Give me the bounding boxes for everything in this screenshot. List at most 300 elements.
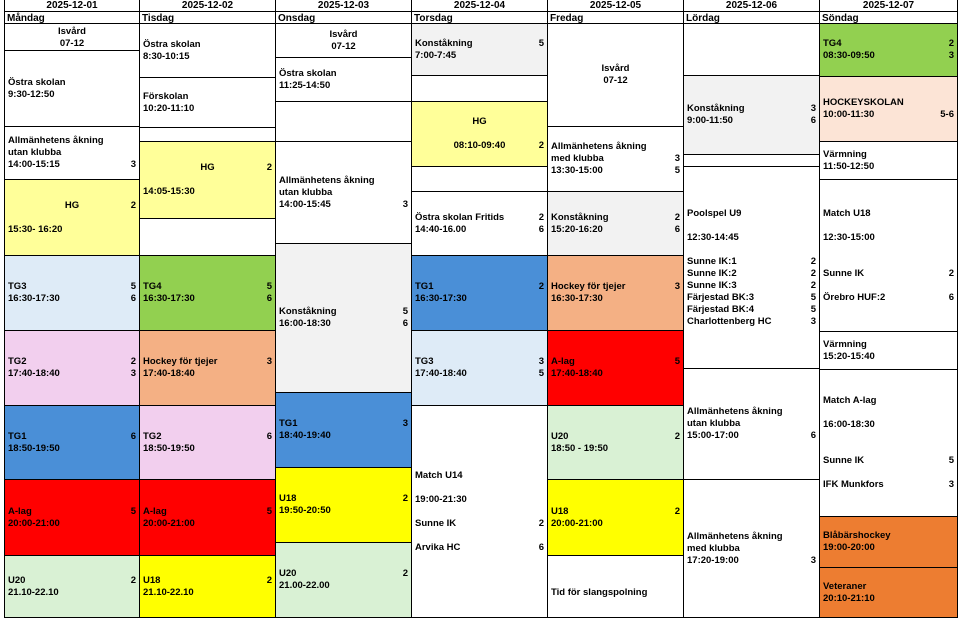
- block-text: Allmänhetens åkning: [687, 531, 783, 542]
- block-line: [823, 339, 954, 351]
- locker-room-number: 3: [674, 153, 680, 164]
- block-line: [823, 407, 954, 419]
- block-line: [551, 575, 680, 587]
- block-line: [143, 103, 272, 115]
- block-line: [823, 351, 954, 363]
- block-line: [415, 368, 544, 380]
- block-line: [551, 63, 680, 75]
- schedule-block[interactable]: [276, 58, 411, 102]
- block-line: [279, 29, 408, 41]
- block-text: 10:00-11:30: [823, 109, 875, 120]
- block-line: [823, 530, 954, 542]
- block-text: A-lag: [8, 506, 32, 517]
- block-line: [143, 162, 272, 174]
- block-text: Hockey för tjejer: [551, 281, 626, 292]
- block-line: [823, 109, 954, 121]
- block-text: Isvård: [58, 26, 86, 37]
- block-text: Charlottenberg HC: [687, 316, 772, 327]
- block-text: Värmning: [823, 339, 867, 350]
- locker-room-number: 3: [810, 316, 816, 327]
- block-text: 07-12: [603, 75, 628, 86]
- locker-room-number: 5: [948, 455, 954, 466]
- block-text: Sunne IK:2: [687, 268, 737, 279]
- block-text: Sunne IK:3: [687, 280, 737, 291]
- block-line: [823, 244, 954, 256]
- block-line: [8, 159, 136, 171]
- block-text: TG3: [8, 281, 27, 292]
- block-text: Match A-lag: [823, 395, 877, 406]
- locker-room-number: 5: [674, 165, 680, 176]
- locker-room-number: 6: [130, 431, 136, 442]
- block-line: [551, 431, 680, 443]
- schedule-block[interactable]: [820, 332, 957, 370]
- block-line: [823, 220, 954, 232]
- block-text: Poolspel U9: [687, 208, 742, 219]
- block-line: [8, 443, 136, 455]
- block-text: 20:10-21:10: [823, 593, 875, 604]
- schedule-block[interactable]: [140, 556, 275, 618]
- block-line: [279, 568, 408, 580]
- block-text: 19:50-20:50: [279, 505, 331, 516]
- locker-room-number: 5: [266, 506, 272, 517]
- block-line: [415, 530, 544, 542]
- schedule-block[interactable]: [5, 24, 139, 51]
- schedule-block[interactable]: [548, 127, 683, 192]
- block-text: Östra skolan: [279, 68, 337, 79]
- block-line: [415, 281, 544, 293]
- block-line: [8, 575, 136, 587]
- day-date: 2025-12-05: [589, 0, 642, 11]
- block-line: [8, 431, 136, 443]
- block-line: [551, 368, 680, 380]
- block-line: [143, 186, 272, 198]
- block-text: U20: [279, 568, 297, 579]
- day-column: [547, 0, 683, 618]
- block-text: 17:40-18:40: [8, 368, 60, 379]
- locker-room-number: 5: [538, 38, 544, 49]
- schedule-block[interactable]: [412, 192, 547, 256]
- schedule-block[interactable]: [276, 543, 411, 618]
- block-line: [8, 224, 136, 236]
- locker-room-number: 2: [538, 140, 544, 151]
- schedule-block[interactable]: [412, 256, 547, 331]
- block-text: 15:20-16:20: [551, 224, 603, 235]
- block-text: HG: [472, 116, 487, 127]
- block-text: 17:20-19:00: [687, 555, 739, 566]
- block-text: Blåbärshockey: [823, 530, 891, 541]
- block-text: Hockey för tjejer: [143, 356, 218, 367]
- block-text: 21.10-22.10: [8, 587, 59, 598]
- block-text: Match U18: [823, 208, 871, 219]
- block-text: Färjestad BK:3: [687, 292, 755, 303]
- block-text: TG2: [143, 431, 162, 442]
- schedule-block[interactable]: [820, 24, 957, 77]
- block-line: [279, 318, 408, 330]
- block-line: [415, 470, 544, 482]
- locker-room-number: 3: [266, 356, 272, 367]
- block-line: [551, 518, 680, 530]
- day-date: 2025-12-02: [181, 0, 234, 11]
- schedule-block[interactable]: [140, 480, 275, 556]
- block-line: [8, 506, 136, 518]
- block-line: [687, 543, 816, 555]
- block-line: [551, 212, 680, 224]
- day-name: Måndag: [5, 11, 139, 24]
- block-text: TG1: [279, 418, 298, 429]
- block-line: [143, 368, 272, 380]
- block-line: [8, 147, 136, 159]
- block-text: 13:30-15:00: [551, 165, 603, 176]
- block-text: Konståkning: [415, 38, 473, 49]
- locker-room-number: 6: [810, 115, 816, 126]
- locker-room-number: 2: [810, 268, 816, 279]
- block-line: [551, 356, 680, 368]
- block-line: [687, 103, 816, 115]
- block-text: 20:00-21:00: [143, 518, 195, 529]
- schedule-block[interactable]: [140, 256, 275, 331]
- locker-room-number: 3: [674, 281, 680, 292]
- block-line: [279, 430, 408, 442]
- schedule-block[interactable]: [820, 568, 957, 618]
- day-column: [139, 0, 275, 618]
- schedule-block[interactable]: [548, 556, 683, 618]
- block-text: IFK Munkfors: [823, 479, 884, 490]
- block-line: [687, 244, 816, 256]
- block-text: Allmänhetens åkning: [8, 135, 104, 146]
- block-text: 17:40-18:40: [415, 368, 467, 379]
- block-text: 10:20-11:10: [143, 103, 195, 114]
- schedule-block[interactable]: [276, 244, 411, 393]
- block-line: [551, 165, 680, 177]
- block-line: [8, 26, 136, 38]
- block-text: Östra skolan: [143, 39, 201, 50]
- block-text: 12:30-15:00: [823, 232, 875, 243]
- locker-room-number: 3: [130, 368, 136, 379]
- block-line: [8, 587, 136, 599]
- locker-room-number: 2: [810, 256, 816, 267]
- block-text: 16:30-17:30: [143, 293, 195, 304]
- block-line: [8, 200, 136, 212]
- day-column: [4, 0, 139, 618]
- block-line: [8, 212, 136, 224]
- block-line: [8, 281, 136, 293]
- day-date: 2025-12-06: [725, 0, 778, 11]
- block-text: Konståkning: [279, 306, 337, 317]
- block-line: [8, 368, 136, 380]
- schedule-block[interactable]: [276, 142, 411, 244]
- schedule-block[interactable]: [140, 142, 275, 219]
- block-text: 18:40-19:40: [279, 430, 331, 441]
- block-text: 7:00-7:45: [415, 50, 457, 61]
- schedule-block: [140, 128, 275, 142]
- block-line: [551, 75, 680, 87]
- block-text: 16:00-18:30: [279, 318, 331, 329]
- schedule-block[interactable]: [276, 393, 411, 468]
- schedule-block[interactable]: [412, 102, 547, 167]
- locker-room-number: 5: [402, 306, 408, 317]
- block-text: Arvika HC: [415, 542, 461, 553]
- block-text: 11:50-12:50: [823, 161, 875, 172]
- schedule-block[interactable]: [5, 256, 139, 331]
- schedule-block[interactable]: [5, 480, 139, 556]
- locker-room-number: 2: [948, 38, 954, 49]
- locker-room-number: 3: [402, 199, 408, 210]
- block-line: [279, 580, 408, 592]
- locker-room-number: 3: [810, 555, 816, 566]
- schedule-block[interactable]: [548, 406, 683, 480]
- block-line: [279, 418, 408, 430]
- block-text: A-lag: [143, 506, 167, 517]
- block-text: TG4: [143, 281, 162, 292]
- schedule-block[interactable]: [5, 51, 139, 127]
- block-text: U18: [143, 575, 161, 586]
- block-line: [823, 149, 954, 161]
- locker-room-number: 2: [266, 162, 272, 173]
- block-line: [551, 293, 680, 305]
- schedule-block[interactable]: [5, 406, 139, 480]
- locker-room-number: 2: [402, 493, 408, 504]
- block-line: [415, 494, 544, 506]
- block-text: Allmänhetens åkning: [551, 141, 647, 152]
- locker-room-number: 2: [810, 280, 816, 291]
- locker-room-number: 6: [538, 224, 544, 235]
- schedule-block[interactable]: [276, 24, 411, 58]
- block-line: [415, 140, 544, 152]
- schedule-block[interactable]: [5, 180, 139, 256]
- schedule-block[interactable]: [276, 468, 411, 543]
- block-line: [551, 281, 680, 293]
- schedule-block[interactable]: [140, 331, 275, 406]
- block-line: [143, 174, 272, 186]
- block-text: 21.10-22.10: [143, 587, 194, 598]
- block-text: 17:40-18:40: [551, 368, 603, 379]
- locker-room-number: 5: [130, 506, 136, 517]
- locker-room-number: 2: [266, 575, 272, 586]
- locker-room-number: 6: [266, 431, 272, 442]
- block-text: Isvård: [329, 29, 358, 40]
- block-line: [687, 555, 816, 567]
- block-line: [823, 479, 954, 491]
- block-line: [279, 306, 408, 318]
- day-name: Onsdag: [276, 11, 411, 24]
- block-line: [823, 593, 954, 605]
- block-line: [143, 51, 272, 63]
- block-line: [8, 38, 136, 50]
- block-text: 08:10-09:40: [453, 140, 506, 151]
- block-text: utan klubba: [687, 418, 741, 429]
- schedule-block[interactable]: [140, 24, 275, 78]
- block-line: [279, 68, 408, 80]
- day-column: [275, 0, 411, 618]
- schedule-block[interactable]: [140, 78, 275, 128]
- block-line: [279, 493, 408, 505]
- block-line: [143, 293, 272, 305]
- schedule-block[interactable]: [548, 480, 683, 556]
- block-line: [823, 581, 954, 593]
- locker-room-number: 6: [130, 293, 136, 304]
- block-line: [687, 232, 816, 244]
- block-line: [823, 50, 954, 62]
- schedule-block[interactable]: [412, 24, 547, 76]
- locker-room-number: 5: [538, 368, 544, 379]
- block-text: 14:05-15:30: [143, 186, 195, 197]
- block-line: [415, 293, 544, 305]
- schedule-block[interactable]: [412, 406, 547, 618]
- block-line: [687, 220, 816, 232]
- locker-room-number: 3: [948, 50, 954, 61]
- block-line: [143, 281, 272, 293]
- block-text: 18:50-19:50: [8, 443, 60, 454]
- block-line: [823, 161, 954, 173]
- block-line: [823, 208, 954, 220]
- schedule-block[interactable]: [548, 192, 683, 256]
- block-line: [415, 224, 544, 236]
- block-line: [823, 280, 954, 292]
- block-text: Östra skolan Fritids: [415, 212, 505, 223]
- block-text: Förskolan: [143, 91, 189, 102]
- block-line: [687, 418, 816, 430]
- schedule-block[interactable]: [5, 556, 139, 618]
- block-line: [687, 304, 816, 316]
- schedule-block[interactable]: [684, 369, 819, 480]
- schedule-block[interactable]: [412, 331, 547, 406]
- schedule-block[interactable]: [820, 77, 957, 142]
- day-name: Torsdag: [412, 11, 547, 24]
- block-text: 12:30-14:45: [687, 232, 739, 243]
- locker-room-number: 2: [538, 518, 544, 529]
- block-text: med klubba: [687, 543, 740, 554]
- block-text: 14:40-16.00: [415, 224, 467, 235]
- schedule-block[interactable]: [684, 480, 819, 618]
- block-line: [823, 542, 954, 554]
- schedule-block: [276, 102, 411, 142]
- block-text: Sunne IK:1: [687, 256, 737, 267]
- block-text: Östra skolan: [8, 77, 66, 88]
- block-line: [8, 89, 136, 101]
- block-line: [415, 518, 544, 530]
- locker-room-number: 3: [810, 103, 816, 114]
- block-line: [415, 542, 544, 554]
- block-line: [551, 587, 680, 599]
- block-line: [415, 482, 544, 494]
- block-text: Sunne IK: [415, 518, 457, 529]
- block-text: 16:00-18:30: [823, 419, 875, 430]
- block-line: [143, 518, 272, 530]
- block-text: 08:30-09:50: [823, 50, 875, 61]
- locker-room-number: 6: [538, 542, 544, 553]
- locker-room-number: 5: [810, 292, 816, 303]
- block-text: 15:20-15:40: [823, 351, 875, 362]
- block-line: [279, 505, 408, 517]
- block-text: 9:30-12:50: [8, 89, 55, 100]
- block-text: U20: [551, 431, 569, 442]
- block-line: [687, 292, 816, 304]
- block-line: [8, 293, 136, 305]
- schedule-block[interactable]: [820, 142, 957, 180]
- block-text: HG: [200, 162, 215, 173]
- schedule-block[interactable]: [5, 331, 139, 406]
- schedule-block[interactable]: [684, 76, 819, 155]
- block-line: [823, 395, 954, 407]
- schedule-block: [684, 155, 819, 167]
- schedule-block[interactable]: [140, 406, 275, 480]
- block-line: [823, 268, 954, 280]
- schedule-block[interactable]: [548, 256, 683, 331]
- block-text: 11:25-14:50: [279, 80, 331, 91]
- block-line: [687, 208, 816, 220]
- schedule-block[interactable]: [820, 517, 957, 568]
- block-text: TG2: [8, 356, 27, 367]
- block-text: Allmänhetens åkning: [687, 406, 783, 417]
- block-line: [415, 38, 544, 50]
- locker-room-number: 2: [130, 575, 136, 586]
- block-line: [823, 256, 954, 268]
- block-text: 07-12: [331, 41, 356, 52]
- block-line: [143, 39, 272, 51]
- schedule-block[interactable]: [684, 167, 819, 369]
- block-text: TG1: [415, 281, 434, 292]
- block-line: [823, 443, 954, 455]
- block-line: [415, 128, 544, 140]
- block-line: [279, 80, 408, 92]
- block-text: 20:00-21:00: [8, 518, 60, 529]
- block-text: Örebro HUF:2: [823, 292, 886, 303]
- day-column: [411, 0, 547, 618]
- schedule-block[interactable]: [548, 331, 683, 406]
- block-line: [415, 356, 544, 368]
- block-text: Sunne IK: [823, 455, 865, 466]
- locker-room-number: 6: [266, 293, 272, 304]
- schedule-block[interactable]: [548, 24, 683, 127]
- block-line: [687, 406, 816, 418]
- block-line: [687, 280, 816, 292]
- block-text: 18:50-19:50: [143, 443, 195, 454]
- locker-room-number: 2: [538, 212, 544, 223]
- block-text: 18:50 - 19:50: [551, 443, 609, 454]
- block-line: [279, 175, 408, 187]
- locker-room-number: 3: [402, 418, 408, 429]
- block-line: [415, 116, 544, 128]
- day-date: 2025-12-07: [862, 0, 915, 11]
- block-text: med klubba: [551, 153, 604, 164]
- block-line: [415, 212, 544, 224]
- schedule-block[interactable]: [5, 127, 139, 180]
- block-line: [143, 91, 272, 103]
- block-text: TG4: [823, 38, 842, 49]
- block-line: [823, 232, 954, 244]
- block-line: [279, 41, 408, 53]
- locker-room-number: 3: [948, 479, 954, 490]
- block-text: U20: [8, 575, 26, 586]
- block-line: [143, 506, 272, 518]
- block-text: 8:30-10:15: [143, 51, 190, 62]
- block-text: 19:00-21:30: [415, 494, 467, 505]
- locker-room-number: 5: [810, 304, 816, 315]
- block-line: [687, 316, 816, 328]
- block-line: [143, 443, 272, 455]
- locker-room-number: 2: [674, 506, 680, 517]
- block-text: 20:00-21:00: [551, 518, 603, 529]
- block-text: TG1: [8, 431, 27, 442]
- schedule-block[interactable]: [820, 370, 957, 517]
- schedule-block: [684, 24, 819, 76]
- schedule-block[interactable]: [820, 180, 957, 332]
- block-text: 19:00-20:00: [823, 542, 875, 553]
- day-name: Tisdag: [140, 11, 275, 24]
- locker-room-number: 2: [674, 212, 680, 223]
- block-line: [143, 575, 272, 587]
- block-text: TG3: [415, 356, 434, 367]
